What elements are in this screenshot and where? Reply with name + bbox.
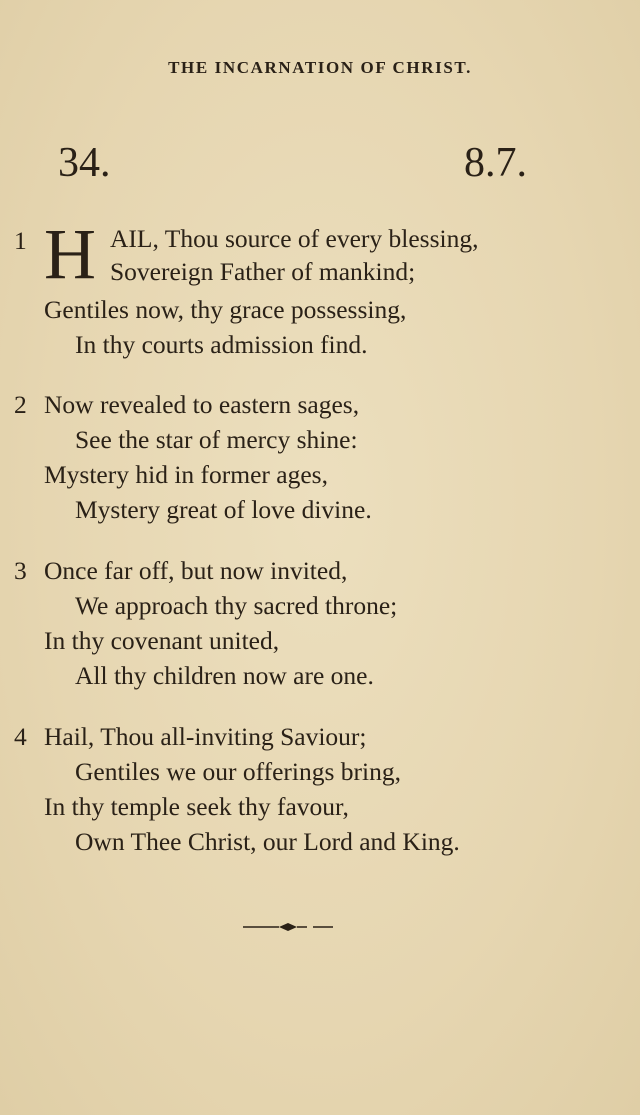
verse-line: All thy children now are one.: [75, 661, 374, 690]
verse-line: Once far off, but now invited,: [44, 556, 348, 585]
drop-cap: H: [44, 214, 96, 294]
verse-line: Hail, Thou all-inviting Saviour;: [44, 722, 367, 751]
verse-line: Own Thee Christ, our Lord and King.: [75, 827, 460, 856]
running-head: THE INCARNATION OF CHRIST.: [168, 58, 472, 77]
verse-line: See the star of mercy shine:: [75, 425, 358, 454]
verse-number: 1: [14, 226, 27, 255]
verse-line: Now revealed to eastern sages,: [44, 390, 360, 419]
ornament-divider: [243, 920, 333, 934]
verse-number: 4: [14, 722, 27, 751]
verse-line: In thy covenant united,: [44, 626, 280, 655]
verse-line: Gentiles we our offerings bring,: [75, 757, 401, 786]
verse-line: Gentiles now, thy grace possessing,: [44, 295, 407, 324]
verse-line: Sovereign Father of mankind;: [110, 257, 416, 286]
verse-line: In thy courts admission find.: [75, 330, 368, 359]
hymn-meter: 8.7.: [464, 140, 527, 186]
verse-line: Mystery hid in former ages,: [44, 460, 328, 489]
verse-line: We approach thy sacred throne;: [75, 591, 398, 620]
hymn-number: 34.: [58, 140, 111, 186]
verse-number: 3: [14, 556, 27, 585]
verse-number: 2: [14, 390, 27, 419]
verse-line: In thy temple seek thy favour,: [44, 792, 349, 821]
verse-line: Mystery great of love divine.: [75, 495, 372, 524]
verse-line: AIL, Thou source of every blessing,: [110, 224, 479, 253]
